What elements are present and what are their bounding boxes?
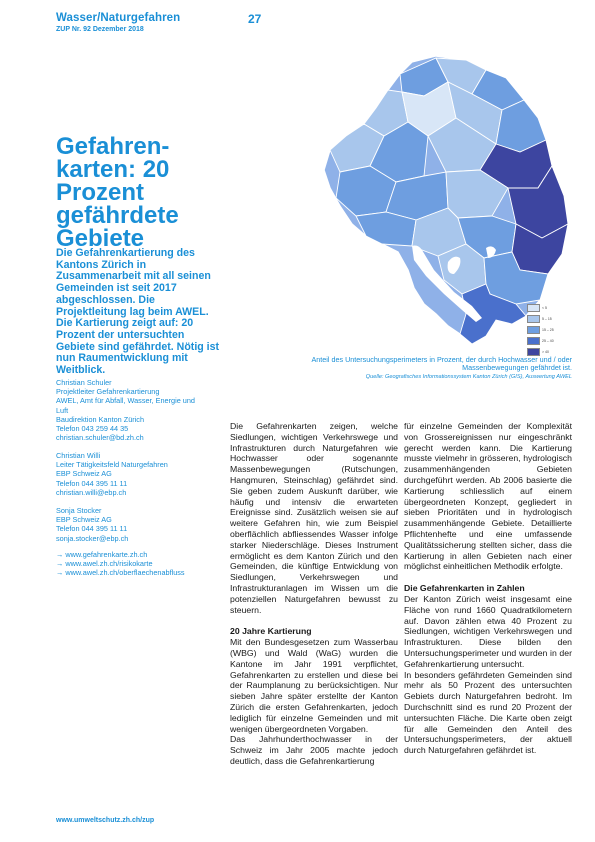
map-caption: Anteil des Untersuchungsperimeters in Prozent, der durch Hochwasser und / oder Massenbewegungen gefährdet ist. xyxy=(311,355,572,373)
contact-name: Christian Willi xyxy=(56,451,101,460)
contact-dept: Baudirektion Kanton Zürich xyxy=(56,414,145,424)
related-links xyxy=(56,550,226,578)
contact-email[interactable]: christian.schuler@bd.zh.ch xyxy=(56,433,144,443)
contact-org: AWEL, Amt für Abfall, Wasser, Energie und xyxy=(56,396,195,406)
contact-name: Christian Schuler xyxy=(56,378,112,387)
body-column-2 xyxy=(404,421,572,756)
body-paragraph: Mit den Bundesgesetzen zum Wasserbau (WBG) und Wald (WaG) wurden die Kantone im Jahr 1991 verpflichtet, Gefahrenkarten zu erstellen und diese bei der Raumplanung zu berücksichtigen. Nur sieben Jahre später erstellte der Kanton Zürich die ersten Gefahrenkarten, jedoch lediglich für einzelne Gemeinden und mit wenigen übergeordneten Vorgaben. xyxy=(230,637,398,734)
contact-org: EBP Schweiz AG xyxy=(56,515,112,525)
contact-phone: Telefon 043 259 44 35 xyxy=(56,424,129,434)
page-number: 27 xyxy=(248,12,262,26)
section-title: Wasser/Naturgefahren xyxy=(56,12,181,24)
contact-org: Luft xyxy=(56,405,69,415)
body-paragraph: Das Jahrhunderthochwasser in der Schweiz im Jahr 2005 machte jedoch deutlich, dass die Gefahrenkartierung xyxy=(230,734,398,766)
contact-phone: Telefon 044 395 11 11 xyxy=(56,524,128,534)
contact-email[interactable]: sonja.stocker@ebp.ch xyxy=(56,533,129,543)
legend-row xyxy=(527,304,554,312)
legend-row xyxy=(527,315,554,323)
map-legend xyxy=(527,304,554,359)
legend-label: 25 – 40 xyxy=(542,339,554,343)
map-source: Quelle: Geografisches Informationssystem Kanton Zürich (GIS), Auswertung AWEL xyxy=(365,374,572,380)
contact-org: EBP Schweiz AG xyxy=(56,469,112,479)
contact-block-schuler xyxy=(56,378,226,442)
link-risikokarte[interactable]: → www.awel.zh.ch/risikokarte xyxy=(56,559,153,569)
subheading-zahlen: Die Gefahrenkarten in Zahlen xyxy=(404,583,525,594)
contact-role: Leiter Tätigkeitsfeld Naturgefahren xyxy=(56,460,168,470)
legend-label: 5 – 15 xyxy=(542,317,552,321)
legend-label: > 40 xyxy=(542,350,549,354)
legend-swatch xyxy=(527,315,540,323)
link-gefahrenkarte[interactable]: → www.gefahrenkarte.zh.ch xyxy=(56,550,148,559)
issue-label: ZUP Nr. 92 Dezember 2018 xyxy=(56,26,144,33)
contact-name: Sonja Stocker xyxy=(56,506,102,515)
article-title: Gefahren-karten: 20 Prozent gefährdete Gebiete xyxy=(56,133,179,252)
legend-swatch xyxy=(527,304,540,312)
legend-swatch xyxy=(527,337,540,345)
body-paragraph: In besonders gefährdeten Gemeinden sind mehr als 50 Prozent des untersuchten Gebiets durch Naturgefahren bedroht. Im Durchschnitt sind es rund 20 Prozent der untersuchten Fläche. Die Karte oben zeigt für alle Gemeinden den Anteil des Untersuchungsperimeters, der aktuell durch Naturgefahren gefährdet ist. xyxy=(404,669,572,756)
subheading-kartierung: 20 Jahre Kartierung xyxy=(230,626,312,637)
contact-email[interactable]: christian.willi@ebp.ch xyxy=(56,487,127,497)
body-paragraph: Der Kanton Zürich weist insgesamt eine Fläche von rund 1660 Quadratkilometern auf. Davon zählen etwa 40 Prozent zu Siedlungen, wichtigen Verkehrswegen und Infrastrukturen. Diese bilden den Untersuchungsperimeter und wurden in der Gefahrenkartierung untersucht. xyxy=(404,593,572,669)
link-oberflaechenabfluss[interactable]: → www.awel.zh.ch/oberflaechenabfluss xyxy=(56,568,185,578)
body-paragraph: Die Gefahrenkarten zeigen, welche Siedlungen, wichtigen Verkehrswege und Infrastrukturen durch Naturgefahren wie Hochwasser oder sogenannte Massenbewegungen (Rutschungen, Hangmuren, Steinschlag) gefährdet sind. Sie geben zudem Auskunft darüber, wie häufig und intensiv die erwarteten Ereignisse sind. Zusätzlich weisen sie auf weitere Gefahren hin, wie zum Beispiel oberflächlich abfliessendes Wasser infolge starker Niederschläge. Dieses Instrument ermöglicht es dem Kanton Zürich und den Gemeinden, die künftige Entwicklung von Siedlungen, Verkehrswegen und Infrastrukturanlagen im Wissen um die potenziellen Naturgefahren bewusst zu steuern. xyxy=(230,421,398,615)
legend-label: 15 – 25 xyxy=(542,328,554,332)
contact-block-willi xyxy=(56,451,226,497)
legend-row xyxy=(527,337,554,345)
contact-phone: Telefon 044 395 11 11 xyxy=(56,478,128,488)
footer-url[interactable]: www.umweltschutz.zh.ch/zup xyxy=(56,817,155,824)
body-column-1 xyxy=(230,421,398,767)
legend-swatch xyxy=(527,326,540,334)
article-lead: Die Gefahrenkartierung des Kantons Zürich in Zusammenarbeit mit all seinen Gemeinden ist seit 2017 abgeschlossen. Die Projektleitung lag beim AWEL. Die Kartierung zeigt auf: 20 Prozent der untersuchten Gebiete sind gefährdet. Nötig ist nun Raumentwicklung mit Weitblick. xyxy=(56,247,220,377)
body-paragraph: für einzelne Gemeinden der Komplexität von Grossereignissen nur eingeschränkt gerecht werden kann. Die Kartierung musste vielmehr in grösseren, hydrologisch zusammenhängenden Gebieten durchgeführt werden. Ab 2006 basierte die Kartierung schliesslich auf einem übergeordneten Konzept, gegliedert in sieben Prioritäten und in hydrologisch zusammenhängende Gebiete. Detaillierte Pflichtenhefte und eine umfassende Qualitätssicherung stellten sicher, dass die Kartierung in allen Gebieten nach einer möglichst einheitlichen Methodik erfolgte. xyxy=(404,421,572,572)
legend-row xyxy=(527,326,554,334)
contact-role: Projektleiter Gefahrenkartierung xyxy=(56,387,160,397)
contact-block-stocker xyxy=(56,506,226,543)
legend-label: < 5 xyxy=(542,306,547,310)
municipality-hazard-map xyxy=(316,48,582,348)
